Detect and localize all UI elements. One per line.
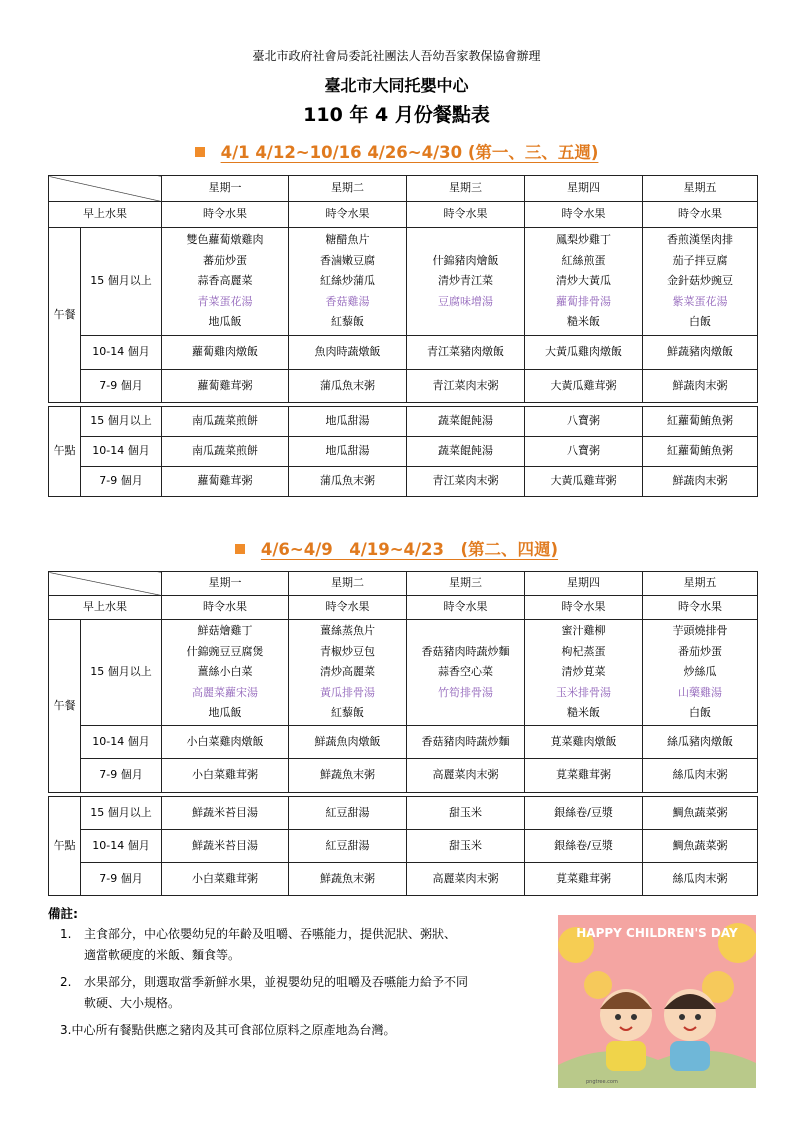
soup: 黃瓜排骨湯 [320,685,375,699]
menu-cell: 小白菜雞茸粥 [162,759,289,793]
menu-cell: 蔬菜餛飩湯 [407,407,525,437]
banner-text: HAPPY CHILDREN'S DAY [576,926,738,940]
soup: 高麗菜蘿宋湯 [192,685,258,699]
menu-cell: 鮮蔬米苔目湯 [162,830,289,863]
lunch-cell [525,620,643,726]
day-header: 星期三 [407,176,525,202]
lunch-cell [289,228,407,336]
organizer-line: 臺北市政府社會局委託社團法人吾幼吾家教保協會辦理 [252,49,541,63]
credit-text: pngtree.com [586,1079,618,1085]
soup: 玉米排骨湯 [556,685,611,699]
age-label: 7-9 個月 [81,467,162,497]
dish: 糖醋魚片 [325,233,370,247]
day-header: 星期四 [525,572,643,596]
note-text: 水果部分，則選取當季新鮮水果，並視嬰幼兒的咀嚼及吞嚥能力給予不同 [84,975,469,989]
menu-cell: 紅豆甜湯 [289,830,407,863]
dish: 紅絲炒蒲瓜 [320,274,375,288]
menu-cell: 絲瓜肉末粥 [643,863,758,896]
dish: 茄子拌豆腐 [672,253,728,267]
age-label: 7-9 個月 [81,759,162,793]
day-header: 星期一 [162,176,289,202]
age-label: 10-14 個月 [81,830,162,863]
menu-cell: 莧菜雞茸粥 [525,759,643,793]
menu-cell: 鮮蔬魚末粥 [289,759,407,793]
dish: 什錦豬肉燴飯 [432,253,499,267]
dish: 薑絲蒸魚片 [320,624,375,638]
childrens-day-illustration [558,915,756,1088]
age-label: 10-14 個月 [81,437,162,467]
menu-cell: 青江菜肉末粥 [407,370,525,403]
menu-cell: 時令水果 [643,596,758,620]
menu-cell: 時令水果 [643,202,758,228]
menu-cell: 銀絲卷/豆漿 [525,797,643,830]
menu-table-weeks-2-4 [48,571,758,896]
menu-cell: 青江菜肉末粥 [407,467,525,497]
menu-cell: 鯛魚蔬菜粥 [643,830,758,863]
menu-cell: 高麗菜肉末粥 [407,759,525,793]
dish: 鮮菇燴雞丁 [197,624,253,638]
age-label: 10-14 個月 [81,726,162,759]
menu-cell: 鮮蔬米苔目湯 [162,797,289,830]
menu-cell: 莧菜雞肉燉飯 [525,726,643,759]
dish: 清炒大黃瓜 [556,274,611,288]
menu-cell: 八寶粥 [525,437,643,467]
menu-cell: 鯛魚蔬菜粥 [643,797,758,830]
note-item: 3.中心所有餐點供應之豬肉及其可食部位原料之原產地為台灣。 [60,1023,396,1037]
staple: 白飯 [689,706,711,720]
dish: 清炒青江菜 [438,274,493,288]
staple: 紅藜飯 [331,706,364,720]
staple: 地瓜飯 [208,315,242,329]
meal-label: 午點 [49,407,81,497]
week-label: 4/6~4/9 4/19~4/23 (第二、四週) [260,540,559,559]
lunch-cell [162,228,289,336]
soup: 蘿蔔排骨湯 [556,294,611,308]
note-item [48,924,548,966]
lunch-cell [289,620,407,726]
dish: 蕃茄炒蛋 [203,253,247,267]
dish: 清炒高麗菜 [320,665,375,679]
menu-cell: 蘿蔔雞肉燉飯 [162,336,289,370]
day-header: 星期五 [643,572,758,596]
dish: 蜜汁雞柳 [561,624,606,638]
day-header: 星期二 [289,176,407,202]
dish: 鳳梨炒雞丁 [556,233,611,247]
dish: 蒜香高麗菜 [197,274,253,288]
lunch-cell [407,620,525,726]
staple: 糙米飯 [567,315,600,329]
dish: 清炒莧菜 [561,665,606,679]
menu-cell: 蔬菜餛飩湯 [407,437,525,467]
menu-cell: 莧菜雞茸粥 [525,863,643,896]
day-header: 星期三 [407,572,525,596]
menu-cell: 鮮蔬豬肉燉飯 [643,336,758,370]
note-text: 主食部分，中心依嬰幼兒的年齡及咀嚼、吞嚥能力，提供泥狀、粥狀、 [84,927,457,941]
note-text: 適當軟硬度的米飯、麵食等。 [84,948,241,962]
menu-cell: 鮮蔬肉末粥 [643,370,758,403]
menu-cell: 青江菜豬肉燉飯 [407,336,525,370]
row-label: 早上水果 [49,596,162,620]
menu-cell: 紅豆甜湯 [289,797,407,830]
soup: 山藥雞湯 [678,685,722,699]
menu-cell: 八寶粥 [525,407,643,437]
lunch-cell [643,620,758,726]
soup: 紫菜蛋花湯 [672,294,728,308]
menu-cell: 地瓜甜湯 [289,437,407,467]
lunch-cell [162,620,289,726]
square-bullet-icon [235,544,245,554]
menu-cell: 大黃瓜雞肉燉飯 [525,336,643,370]
menu-cell: 蘿蔔雞茸粥 [162,467,289,497]
corner-cell [49,572,162,596]
age-label: 10-14 個月 [81,336,162,370]
menu-cell: 時令水果 [525,596,643,620]
menu-cell: 蘿蔔雞茸粥 [162,370,289,403]
menu-cell: 紅蘿蔔鮪魚粥 [643,437,758,467]
dish: 薑絲小白菜 [197,665,253,679]
age-label: 7-9 個月 [81,370,162,403]
menu-cell: 絲瓜肉末粥 [643,759,758,793]
week-heading-1 [0,139,793,163]
staple: 白飯 [689,315,711,329]
lunch-cell [643,228,758,336]
notes-title: 備註: [48,906,78,921]
week-heading-2 [0,536,793,560]
dish: 紅絲煎蛋 [561,253,606,267]
menu-cell: 時令水果 [289,596,407,620]
menu-cell: 時令水果 [162,596,289,620]
row-label: 早上水果 [49,202,162,228]
dish: 青椒炒豆包 [320,644,375,658]
meal-label: 午餐 [49,228,81,403]
menu-cell: 銀絲卷/豆漿 [525,830,643,863]
day-header: 星期五 [643,176,758,202]
menu-cell: 大黃瓜雞茸粥 [525,370,643,403]
corner-cell [49,176,162,202]
menu-cell: 鮮蔬魚肉燉飯 [289,726,407,759]
menu-cell: 香菇豬肉時蔬炒麵 [407,726,525,759]
menu-cell: 絲瓜豬肉燉飯 [643,726,758,759]
soup: 竹筍排骨湯 [438,685,493,699]
menu-cell: 時令水果 [407,596,525,620]
center-name: 臺北市大同托嬰中心 [324,76,469,95]
menu-cell: 高麗菜肉末粥 [407,863,525,896]
menu-cell: 時令水果 [162,202,289,228]
age-label: 15 個月以上 [81,620,162,726]
staple: 糙米飯 [567,706,600,720]
day-header: 星期二 [289,572,407,596]
menu-cell: 地瓜甜湯 [289,407,407,437]
page-title: 110 年 4 月份餐點表 [303,104,490,126]
note-number: 2. [60,975,72,989]
menu-cell: 南瓜蔬菜煎餅 [162,437,289,467]
age-label: 15 個月以上 [81,407,162,437]
dish: 香煎漢堡肉排 [667,233,733,247]
notes-section [48,903,548,1041]
dish: 枸杞蒸蛋 [561,644,606,658]
day-header: 星期一 [162,572,289,596]
dish: 香滷嫩豆腐 [320,253,375,267]
meal-label: 午餐 [49,620,81,793]
dish: 蒜香空心菜 [438,665,493,679]
soup: 豆腐味增湯 [438,294,493,308]
square-bullet-icon [195,147,205,157]
menu-cell: 甜玉米 [407,797,525,830]
age-label: 7-9 個月 [81,863,162,896]
note-item [48,972,548,1014]
soup: 香菇雞湯 [325,294,370,308]
menu-cell: 蒲瓜魚末粥 [289,370,407,403]
dish: 什錦豌豆豆腐煲 [186,644,264,658]
menu-cell: 蒲瓜魚末粥 [289,467,407,497]
dish: 香菇豬肉時蔬炒麵 [421,644,510,658]
lunch-cell [525,228,643,336]
menu-cell: 鮮蔬魚末粥 [289,863,407,896]
lunch-cell [407,228,525,336]
menu-cell: 時令水果 [289,202,407,228]
staple: 紅藜飯 [331,315,364,329]
dish: 炒絲瓜 [683,665,717,679]
staple: 地瓜飯 [208,706,242,720]
menu-cell: 紅蘿蔔鮪魚粥 [643,407,758,437]
dish: 雙色蘿蔔燉雞肉 [186,233,264,247]
week-label: 4/1 4/12~10/16 4/26~4/30 (第一、三、五週) [220,143,599,162]
illustration-graphic [558,915,756,1088]
menu-cell: 大黃瓜雞茸粥 [525,467,643,497]
meal-label: 午點 [49,797,81,896]
soup: 青菜蛋花湯 [197,294,253,308]
dish: 金針菇炒豌豆 [667,274,733,288]
menu-cell: 魚肉時蔬燉飯 [289,336,407,370]
dish: 芋頭燒排骨 [672,624,728,638]
menu-cell: 南瓜蔬菜煎餅 [162,407,289,437]
note-text: 軟硬、大小規格。 [84,996,181,1010]
menu-table-weeks-1-3-5 [48,175,758,497]
note-number: 1. [60,927,72,941]
menu-cell: 小白菜雞茸粥 [162,863,289,896]
menu-cell: 甜玉米 [407,830,525,863]
age-label: 15 個月以上 [81,797,162,830]
menu-cell: 時令水果 [525,202,643,228]
age-label: 15 個月以上 [81,228,162,336]
menu-cell: 小白菜雞肉燉飯 [162,726,289,759]
dish: 番茄炒蛋 [678,644,722,658]
day-header: 星期四 [525,176,643,202]
menu-cell: 鮮蔬肉末粥 [643,467,758,497]
menu-cell: 時令水果 [407,202,525,228]
